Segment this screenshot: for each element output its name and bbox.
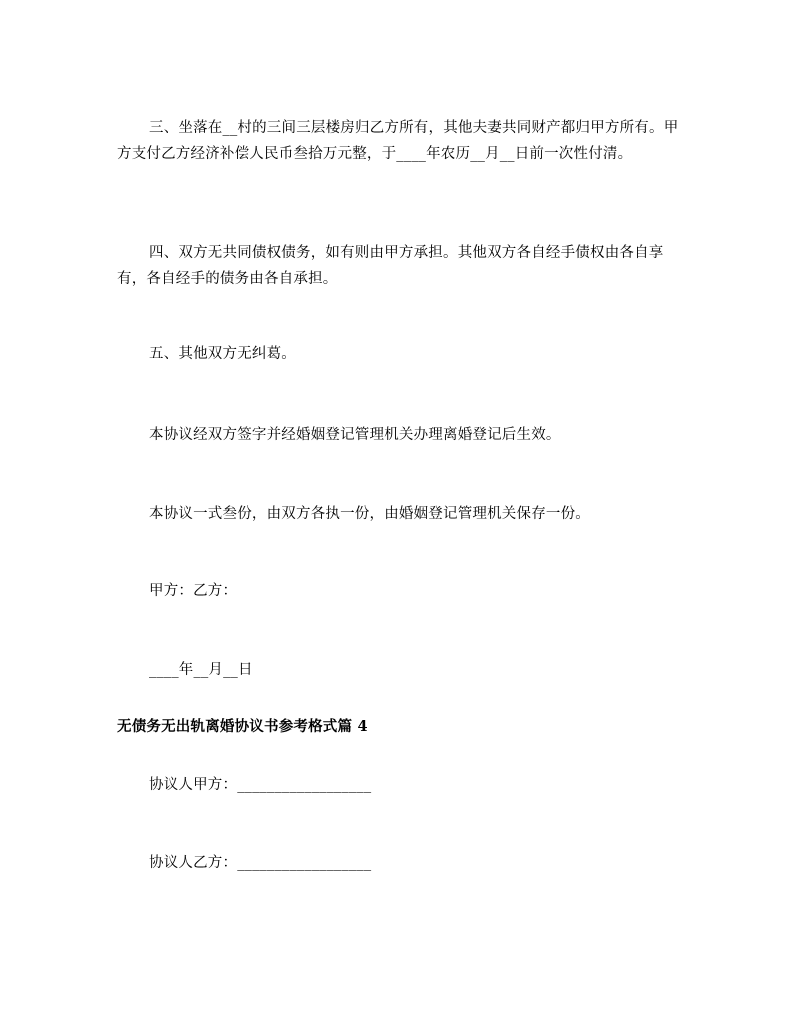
party-b-signature-line: 协议人乙方：__________________	[149, 855, 372, 871]
clause-five-paragraph: 五、其他双方无纠葛。	[149, 346, 296, 362]
section-heading: 无债务无出轨离婚协议书参考格式篇 4	[117, 718, 368, 735]
clause-four-paragraph: 四、双方无共同债权债务，如有则由甲方承担。其他双方各自经手债权由各自享有，各自经手的债务由各自承担。	[117, 245, 664, 287]
date-line: ____年__月__日	[149, 662, 253, 678]
party-a-signature-line: 协议人甲方：__________________	[149, 777, 372, 793]
copies-clause-paragraph: 本协议一式叁份，由双方各执一份，由婚姻登记管理机关保存一份。	[149, 506, 590, 522]
effective-clause-paragraph: 本协议经双方签字并经婚姻登记管理机关办理离婚登记后生效。	[149, 427, 561, 443]
parties-line: 甲方：乙方：	[149, 583, 238, 599]
clause-three-paragraph: 三、坐落在__村的三间三层楼房归乙方所有，其他夫妻共同财产都归甲方所有。甲方支付乙方经济补偿人民币叁拾万元整，于____年农历__月__日前一次性付清。	[117, 120, 679, 162]
